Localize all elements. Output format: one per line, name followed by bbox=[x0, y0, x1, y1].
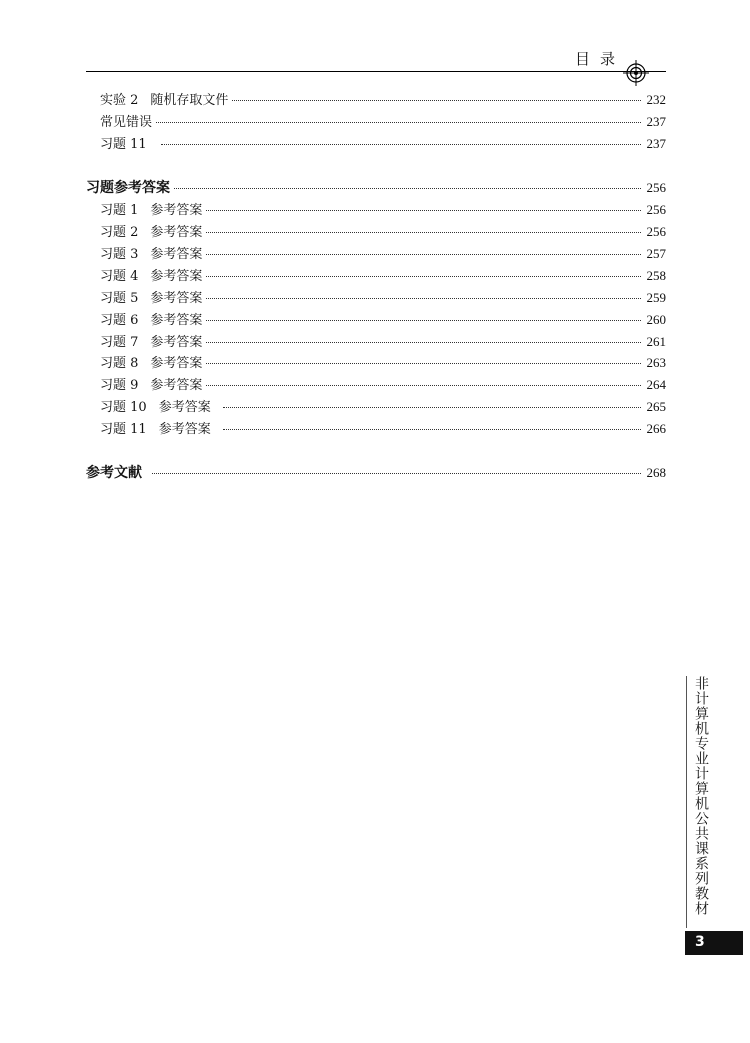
toc-chapter-title: 习题参考答案 bbox=[86, 180, 170, 196]
toc-entry-subtitle: 参考答案 bbox=[158, 422, 211, 437]
toc-chapter-answers[interactable] bbox=[86, 177, 666, 197]
page-header-title: 目录 bbox=[575, 50, 626, 68]
toc-entry-page: 265 bbox=[646, 399, 666, 414]
toc-entry-label: 习题 5 bbox=[100, 291, 139, 306]
toc-entry-label: 习题 11 bbox=[100, 422, 147, 437]
toc-entry-label: 实验 2 bbox=[100, 93, 139, 108]
toc-entry[interactable] bbox=[100, 331, 666, 351]
toc-entry-label: 习题 1 bbox=[100, 203, 139, 218]
toc-entry-subtitle: 参考答案 bbox=[158, 400, 211, 415]
page-number: 3 bbox=[695, 934, 705, 950]
page-header bbox=[0, 0, 750, 90]
dot-leader bbox=[206, 363, 640, 364]
toc-entry-subtitle: 参考答案 bbox=[150, 378, 203, 393]
series-side-tab bbox=[686, 676, 723, 928]
toc-entry-label: 习题 4 bbox=[100, 269, 139, 284]
dot-leader bbox=[206, 254, 640, 255]
toc-entry-page: 232 bbox=[646, 92, 666, 107]
toc-entry-label: 习题 10 bbox=[100, 400, 147, 415]
toc-entry-subtitle: 参考答案 bbox=[150, 313, 203, 328]
dot-leader bbox=[223, 429, 641, 430]
crosshair-target-icon bbox=[623, 60, 649, 86]
toc-entry[interactable] bbox=[100, 199, 666, 219]
toc-entry-label: 习题 7 bbox=[100, 335, 139, 350]
toc-entry-subtitle: 参考答案 bbox=[150, 247, 203, 262]
toc-entry-label: 习题 6 bbox=[100, 313, 139, 328]
toc-entry[interactable] bbox=[100, 309, 666, 329]
toc-entry-label: 习题 2 bbox=[100, 225, 139, 240]
toc-entry-subtitle: 随机存取文件 bbox=[150, 93, 229, 108]
toc-entry-page: 258 bbox=[646, 268, 666, 283]
toc-chapter-page: 268 bbox=[646, 465, 666, 480]
toc-entry[interactable] bbox=[100, 221, 666, 241]
toc-entry-page: 256 bbox=[646, 224, 666, 239]
toc-entry-page: 259 bbox=[646, 290, 666, 305]
toc-chapter-page: 256 bbox=[646, 180, 666, 195]
toc-entry-subtitle: 参考答案 bbox=[150, 291, 203, 306]
toc-entry-label: 常见错误 bbox=[100, 115, 153, 130]
toc-entry-page: 237 bbox=[646, 136, 666, 151]
toc-entry-subtitle: 参考答案 bbox=[150, 356, 203, 371]
dot-leader bbox=[206, 342, 640, 343]
dot-leader bbox=[206, 320, 640, 321]
toc-chapter-references[interactable] bbox=[86, 462, 666, 482]
toc-entry-label: 习题 3 bbox=[100, 247, 139, 262]
toc-entry[interactable] bbox=[100, 287, 666, 307]
toc-entry[interactable] bbox=[100, 243, 666, 263]
toc-entry-label: 习题 11 bbox=[100, 137, 147, 152]
toc-entry[interactable] bbox=[100, 133, 666, 153]
dot-leader bbox=[156, 122, 640, 123]
toc-entry-label: 习题 9 bbox=[100, 378, 139, 393]
dot-leader bbox=[206, 385, 640, 386]
toc-entry-page: 264 bbox=[646, 377, 666, 392]
toc-entry-page: 263 bbox=[646, 355, 666, 370]
toc-entry-page: 237 bbox=[646, 114, 666, 129]
dot-leader bbox=[206, 276, 640, 277]
toc-entry[interactable] bbox=[100, 265, 666, 285]
toc-entry[interactable] bbox=[100, 374, 666, 394]
dot-leader bbox=[206, 298, 640, 299]
dot-leader bbox=[161, 144, 641, 145]
dot-leader bbox=[223, 407, 641, 408]
dot-leader bbox=[174, 188, 641, 189]
toc-entry-page: 257 bbox=[646, 246, 666, 261]
toc-entry-page: 261 bbox=[646, 334, 666, 349]
header-rule bbox=[86, 71, 666, 72]
toc-entry-subtitle: 参考答案 bbox=[150, 203, 203, 218]
toc-entry-subtitle: 参考答案 bbox=[150, 335, 203, 350]
toc-entry-subtitle: 参考答案 bbox=[150, 269, 203, 284]
series-title: 非计算机专业计算机公共课系列教材 bbox=[693, 676, 709, 916]
toc-entry-label: 习题 8 bbox=[100, 356, 139, 371]
toc-entry-page: 260 bbox=[646, 312, 666, 327]
toc-entry-page: 266 bbox=[646, 421, 666, 436]
dot-leader bbox=[206, 232, 640, 233]
dot-leader bbox=[206, 210, 640, 211]
dot-leader bbox=[232, 100, 640, 101]
toc-entry[interactable] bbox=[100, 352, 666, 372]
toc-entry[interactable] bbox=[100, 418, 666, 438]
toc-entry-page: 256 bbox=[646, 202, 666, 217]
toc-entry[interactable] bbox=[100, 111, 666, 131]
toc-entry-subtitle: 参考答案 bbox=[150, 225, 203, 240]
toc-entry[interactable] bbox=[100, 89, 666, 109]
dot-leader bbox=[152, 473, 641, 474]
page-number-tab bbox=[685, 931, 743, 955]
toc-entry[interactable] bbox=[100, 396, 666, 416]
toc-chapter-title: 参考文献 bbox=[86, 465, 142, 481]
